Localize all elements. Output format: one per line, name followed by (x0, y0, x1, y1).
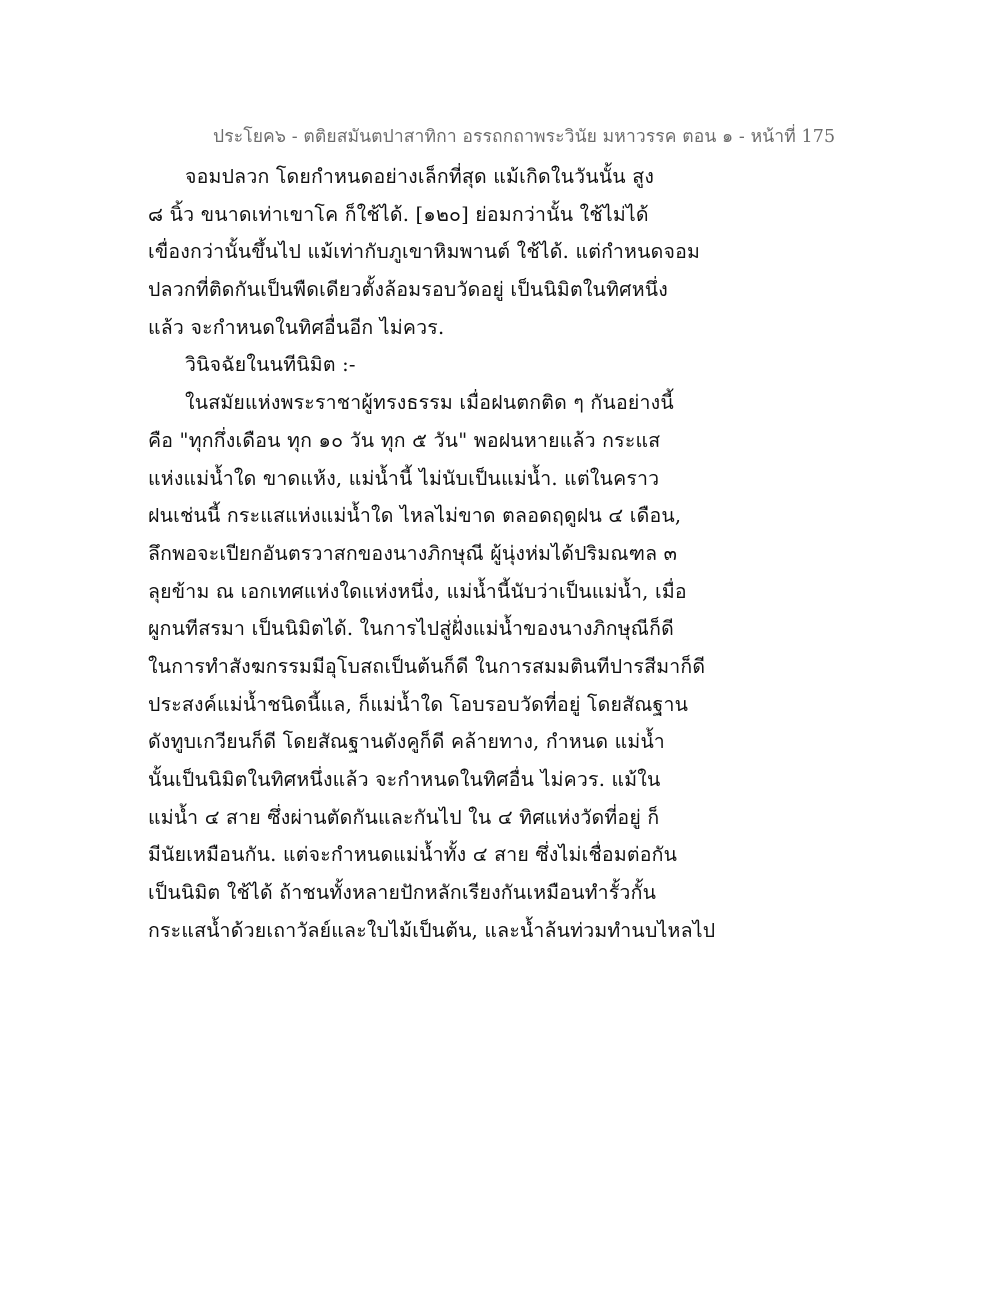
text-line: ลุยข้าม ณ เอกเทศแห่งใดแห่งหนึ่ง, แม่น้ำนี้นับว่าเป็นแม่น้ำ, เมื่อ (148, 579, 687, 603)
text-line: ลึกพอจะเปียกอันตรวาสกของนางภิกษุณี ผู้นุ่งห่มได้ปริมณฑล ๓ (148, 541, 678, 565)
text-line: ปลวกที่ติดกันเป็นพืดเดียวตั้งล้อมรอบวัดอยู่ เป็นนิมิตในทิศหนึ่ง (148, 278, 669, 302)
text-line: คือ "ทุกกึ่งเดือน ทุก ๑๐ วัน ทุก ๕ วัน" พอฝนหายแล้ว กระแส (148, 428, 661, 452)
text-line: แห่งแม่น้ำใด ขาดแห้ง, แม่น้ำนี้ ไม่นับเป็นแม่น้ำ. แต่ในคราว (148, 466, 660, 490)
text-line: ๘ นิ้ว ขนาดเท่าเขาโค ก็ใช้ได้. [๑๒๐] ย่อมกว่านั้น ใช้ไม่ได้ (148, 202, 649, 226)
page-header: ประโยค๖ - ตติยสมันตปาสาทิกา อรรถกถาพระวินัย มหาวรรค ตอน ๑ - หน้าที่ 175 (213, 127, 836, 147)
text-line: ดังทูบเกวียนก็ดี โดยสัณฐานดังคูก็ดี คล้ายทาง, กำหนด แม่น้ำ (148, 730, 665, 754)
text-line: นั้นเป็นนิมิตในทิศหนึ่งแล้ว จะกำหนดในทิศอื่น ไม่ควร. แม้ใน (148, 768, 661, 791)
text-line: แล้ว จะกำหนดในทิศอื่นอีก ไม่ควร. (148, 315, 445, 339)
text-line: เป็นนิมิต ใช้ได้ ถ้าชนทั้งหลายปักหลักเรียงกันเหมือนทำรั้วกั้น (148, 881, 657, 905)
text-line: กระแสน้ำด้วยเถาวัลย์และใบไม้เป็นต้น, และน้ำล้นท่วมทำนบไหลไป (148, 918, 716, 942)
text-line: ประสงค์แม่น้ำชนิดนี้แล, ก็แม่น้ำใด โอบรอบวัดที่อยู่ โดยสัณฐาน (148, 692, 689, 716)
text-line: เขื่องกว่านั้นขึ้นไป แม้เท่ากับภูเขาหิมพานต์ ใช้ได้. แต่กำหนดจอม (148, 240, 701, 264)
text-line: ผูกนทีสรมา เป็นนิมิตได้. ในการไปสู่ฝั่งแม่น้ำของนางภิกษุณีก็ดี (148, 617, 674, 641)
text-line: จอมปลวก โดยกำหนดอย่างเล็กที่สุด แม้เกิดในวันนั้น สูง (185, 165, 655, 188)
text-line: มีนัยเหมือนกัน. แต่จะกำหนดแม่น้ำทั้ง ๔ สาย ซึ่งไม่เชื่อมต่อกัน (148, 843, 678, 867)
text-line: ในสมัยแห่งพระราชาผู้ทรงธรรม เมื่อฝนตกติด ๆ กันอย่างนี้ (185, 391, 674, 415)
text-line: ฝนเช่นนี้ กระแสแห่งแม่น้ำใด ไหลไม่ขาด ตลอดฤดูฝน ๔ เดือน, (148, 504, 682, 528)
text-line: แม่น้ำ ๔ สาย ซึ่งผ่านตัดกันและกันไป ใน ๔ ทิศแห่งวัดที่อยู่ ก็ (148, 805, 660, 829)
section-heading: วินิจฉัยในนทีนิมิต :- (185, 353, 356, 377)
text-line: ในการทำสังฆกรรมมีอุโบสถเป็นต้นก็ดี ในการสมมตินทีปารสีมาก็ดี (148, 654, 706, 678)
body-text (148, 158, 716, 949)
